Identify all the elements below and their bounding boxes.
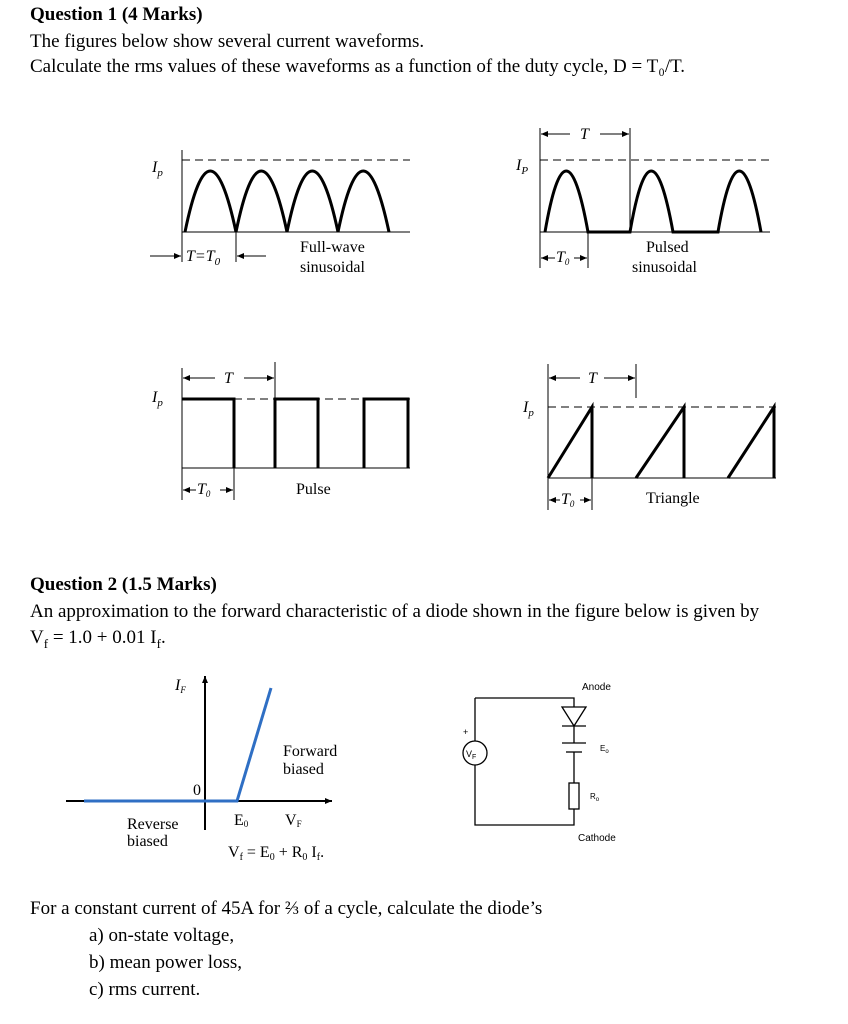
pulsed-figure <box>515 126 770 276</box>
graph-e0-label: E0 <box>234 812 249 829</box>
graph-reverse-1: Reverse <box>127 816 179 833</box>
pulse-t-label: T <box>224 370 233 387</box>
diode-symbol <box>562 707 586 726</box>
circuit-plus-sign: + <box>463 727 469 737</box>
graph-equation: Vf = E0 + R0 If. <box>228 844 325 863</box>
q1-line1: The figures below show several current waveforms. <box>30 31 425 52</box>
q1-line2: Calculate the rms values of these waveforms as a function of the duty cycle, D = T₀/T. <box>30 56 686 77</box>
circuit-cathode-label: Cathode <box>578 833 616 844</box>
q2-line2: $V_f = 1.0 + 0.01$ $I_f$. <box>30 627 166 651</box>
fullwave-caption-2: sinusoidal <box>300 259 365 276</box>
pulsed-ip-label: $I_P$ <box>516 157 529 177</box>
q2-line1: An approximation to the forward characteristic of a diode shown in the figure below is given by <box>30 601 760 622</box>
q2-title: Question 2 (1.5 Marks) <box>30 574 217 595</box>
task-b: b) mean power loss, <box>89 952 243 973</box>
triangle-t0-label: T0 <box>561 491 575 509</box>
graph-reverse-2: biased <box>127 833 168 850</box>
tasks-intro: For a constant current of 45A for ⅔ of a cycle, calculate the diode’s <box>30 898 543 919</box>
fullwave-waveform <box>185 171 389 232</box>
pulsed-waveform <box>545 171 761 232</box>
pulsed-t-label: T <box>580 126 589 143</box>
graph-vf-label: VF <box>285 812 302 829</box>
pulse-ip-label: $I_p$ <box>152 389 163 409</box>
graph-forward-2: biased <box>283 761 324 778</box>
graph-characteristic-line <box>84 688 271 801</box>
circuit-anode-label: Anode <box>582 682 611 693</box>
diode-graph <box>66 676 337 863</box>
pulsed-t0-label: T0 <box>556 249 570 267</box>
circuit-vf-label: $V_F$ <box>466 749 477 761</box>
fullwave-period-label: $T=T_0$ <box>186 248 221 268</box>
triangle-caption: Triangle <box>646 490 700 507</box>
pulse-caption: Pulse <box>296 481 331 498</box>
triangle-ip-label: $I_p$ <box>523 399 534 419</box>
triangle-waveform <box>548 407 774 478</box>
pulse-t0-label: T0 <box>197 481 211 499</box>
pulse-waveform <box>182 399 408 468</box>
graph-origin-label: 0 <box>193 782 201 799</box>
circuit-e0-label: $E_o$ <box>600 744 609 755</box>
triangle-figure <box>522 364 776 510</box>
pulsed-caption-1: Pulsed <box>646 239 689 256</box>
task-a: a) on-state voltage, <box>89 925 235 946</box>
diode-circuit <box>463 682 616 844</box>
fullwave-ip-label: $I_p$ <box>152 159 163 179</box>
task-c: c) rms current. <box>89 979 201 1000</box>
graph-forward-1: Forward <box>283 743 338 760</box>
fullwave-figure <box>150 150 410 276</box>
graph-if-label: IF <box>175 677 186 695</box>
pulsed-caption-2: sinusoidal <box>632 259 697 276</box>
pulse-figure <box>151 362 410 500</box>
fullwave-caption-1: Full-wave <box>300 239 365 256</box>
q1-title: Question 1 (4 Marks) <box>30 4 203 25</box>
triangle-t-label: T <box>588 370 597 387</box>
circuit-r0-label: $R_o$ <box>590 792 600 803</box>
resistor-symbol <box>569 783 579 809</box>
